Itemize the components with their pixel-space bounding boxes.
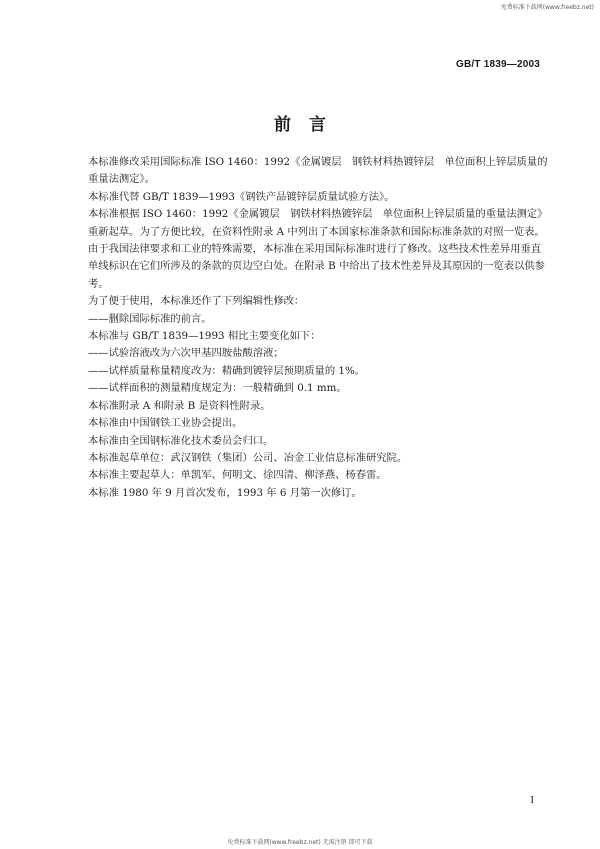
- standard-number: GB/T 1839—2003: [456, 59, 540, 70]
- paragraph: ——试验溶液改为六次甲基四胺盐酸溶液；: [88, 347, 284, 360]
- paragraph: 本标准起草单位：武汉钢铁（集团）公司、冶金工业信息标准研究院。: [88, 451, 408, 464]
- bottom-watermark: 免费标准下载网(www.freebz.net) 无需注册 即可下载: [227, 839, 373, 846]
- paragraph: 本标准附录 A 和附录 B 是资料性附录。: [88, 399, 271, 412]
- paragraph: 本标准修改采用国际标准 ISO 1460：1992《金属镀层 钢铁材料热镀锌层 单位面积上锌层质量的重量法测定》。: [88, 156, 548, 186]
- top-watermark: 免费标准下载网(www.freebz.net): [500, 4, 594, 11]
- page-title: 前言: [274, 115, 344, 135]
- paragraph: 本标准由中国钢铁工业协会提出。: [88, 417, 243, 430]
- foreword-body: [88, 154, 548, 502]
- paragraph: ——试样面积的测量精度规定为：一般精确到 0.1 mm。: [88, 382, 347, 395]
- paragraph: 本标准主要起草人：单凯军、何明文、徐四清、柳泽燕、杨春雷。: [88, 469, 387, 482]
- paragraph: 本标准 1980 年 9 月首次发布，1993 年 6 月第一次修订。: [88, 486, 362, 499]
- paragraph: ——试样质量称量精度改为：精确到镀锌层预期质量的 1%。: [88, 364, 366, 377]
- paragraph: 本标准由全国钢标准化技术委员会归口。: [88, 434, 274, 447]
- paragraph: ——删除国际标准的前言。: [88, 312, 212, 325]
- paragraph: 本标准与 GB/T 1839—1993 相比主要变化如下：: [88, 330, 321, 343]
- page-number: I: [530, 794, 534, 806]
- paragraph: 为了便于使用，本标准还作了下列编辑性修改：: [88, 295, 305, 308]
- paragraph: 由于我国法律要求和工业的特殊需要，本标准在采用国际标准时进行了修改。这些技术性差异用垂直单线标识在它们所涉及的条款的页边空白处。在附录 B 中给出了技术性差异及其原因的一览表以供参考。: [88, 243, 545, 290]
- paragraph: 本标准代替 GB/T 1839—1993《钢铁产品镀锌层质量试验方法》。: [88, 190, 395, 203]
- paragraph: 本标准根据 ISO 1460：1992《金属镀层 钢铁材料热镀锌层 单位面积上锌层质量的重量法测定》重新起草。为了方便比较，在资料性附录 A 中列出了本国家标准条款和国际标准条款的对照一览表。: [88, 208, 548, 238]
